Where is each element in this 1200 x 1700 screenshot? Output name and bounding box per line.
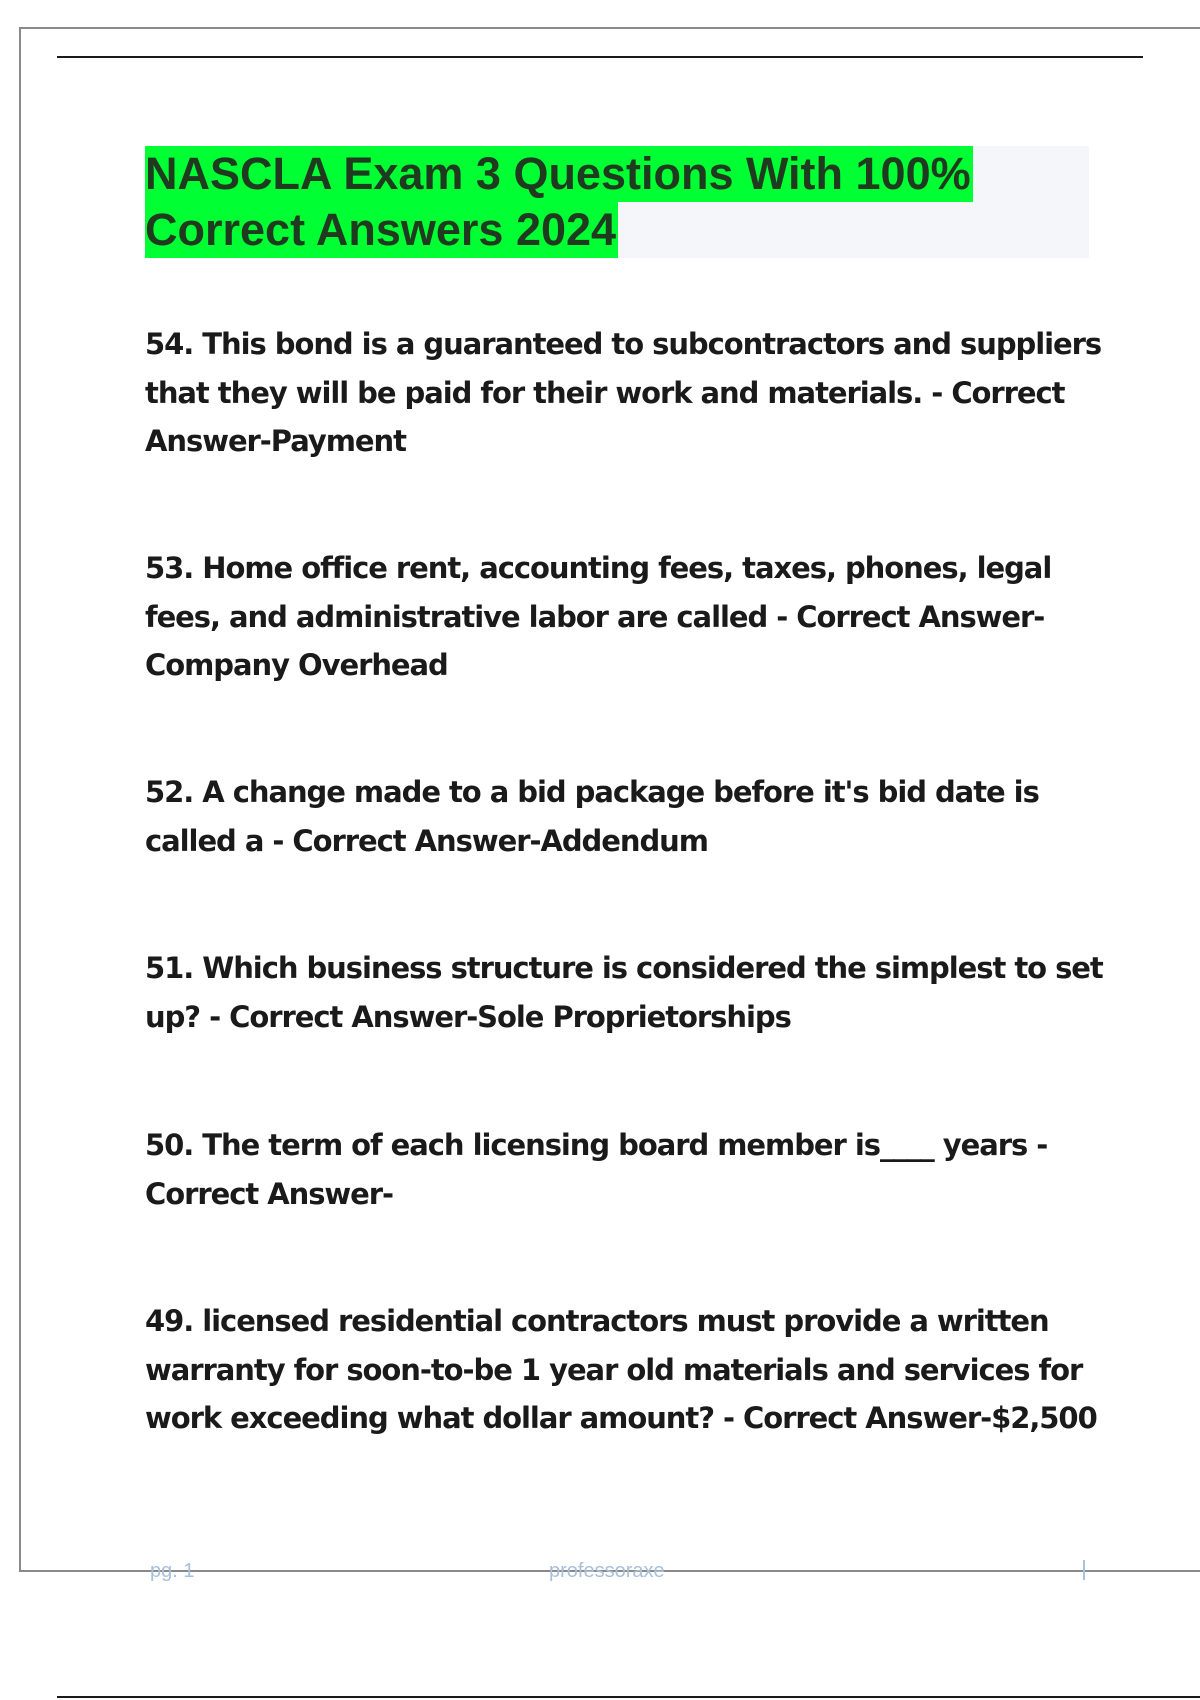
- question-line: Correct Answer-: [145, 1176, 394, 1211]
- question-49: [145, 1297, 1095, 1443]
- question-line: 50. The term of each licensing board member is____ years -: [145, 1128, 1048, 1162]
- question-51: [145, 944, 1103, 1041]
- question-line: Company Overhead: [145, 648, 448, 682]
- question-line: Answer-Payment: [145, 424, 406, 458]
- footer-rule: [57, 1696, 1200, 1698]
- question-50: [145, 1121, 1095, 1218]
- question-line: up? - Correct Answer-Sole Proprietorships: [145, 999, 791, 1034]
- question-53: [145, 544, 1095, 690]
- title-line-1: NASCLA Exam 3 Questions With 100%: [145, 146, 973, 202]
- question-line: called a - Correct Answer-Addendum: [145, 823, 708, 858]
- header-rule: [57, 56, 1143, 58]
- footer-separator: [1083, 1560, 1085, 1580]
- question-line: work exceeding what dollar amount? - Correct Answer-$2,500: [145, 1401, 1097, 1435]
- title-line-2: Correct Answers 2024: [145, 202, 618, 258]
- question-line: 51. Which business structure is considered the simplest to set: [145, 951, 1103, 985]
- document-title: [145, 146, 1089, 258]
- question-line: that they will be paid for their work and materials. - Correct: [145, 375, 1065, 410]
- footer-author: professoraxe: [549, 1560, 665, 1582]
- question-line: 53. Home office rent, accounting fees, taxes, phones, legal: [145, 551, 1052, 585]
- question-line: fees, and administrative labor are called - Correct Answer-: [145, 599, 1045, 634]
- page-number: pg. 1: [150, 1560, 195, 1582]
- question-52: [145, 768, 1095, 865]
- question-line: 52. A change made to a bid package before it's bid date is: [145, 775, 1039, 809]
- question-line: 54. This bond is a guaranteed to subcontractors and suppliers: [145, 327, 1102, 361]
- question-line: 49. licensed residential contractors must provide a written: [145, 1304, 1049, 1338]
- question-54: [145, 320, 1102, 466]
- question-line: warranty for soon-to-be 1 year old materials and services for: [145, 1352, 1083, 1387]
